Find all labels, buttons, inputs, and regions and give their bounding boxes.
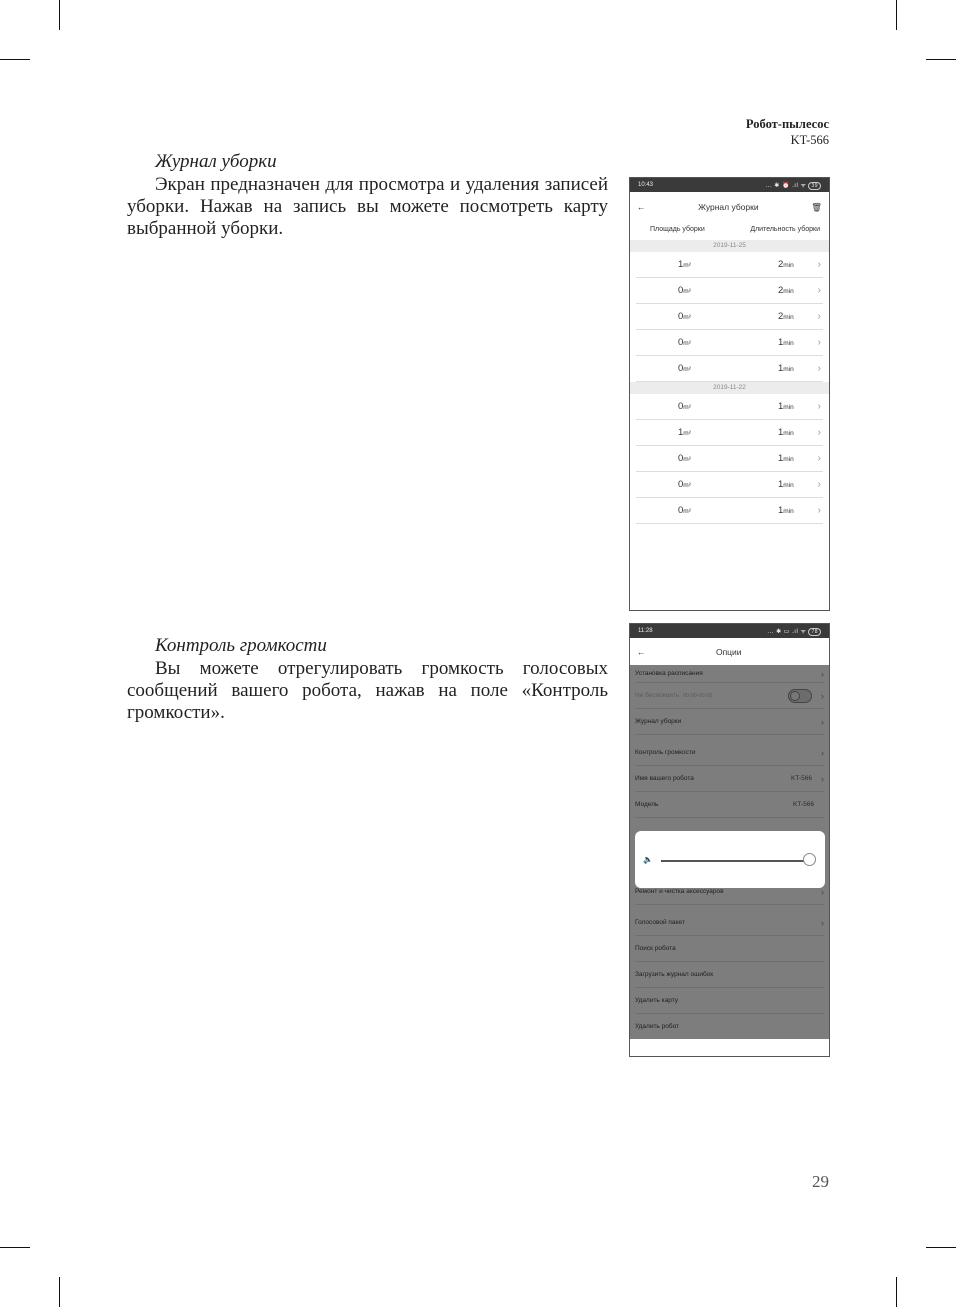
section-title-volume: Контроль громкости [155,635,327,656]
tab-area[interactable]: Площадь уборки [650,226,705,233]
chevron-right-icon: › [817,427,821,438]
option-label: Контроль громкости [635,749,696,756]
area-unit: m² [683,482,691,489]
log-entry[interactable] [636,498,823,524]
duration-value: 1 [778,401,784,412]
chevron-right-icon: › [821,716,824,727]
header-title: Робот-пылесос [745,117,829,131]
duration-unit: min [783,288,794,295]
app-bar [630,638,829,665]
entry-duration [778,311,794,322]
duration-unit: min [783,314,794,321]
option-label: Журнал уборки [635,718,682,725]
area-value: 0 [678,505,684,516]
screen-title: Журнал уборки [698,202,759,212]
area-unit: m² [683,262,691,269]
option-dnd[interactable] [635,683,824,709]
option-value: KT-566 [791,775,812,782]
battery-icon: 78 [808,628,821,636]
entry-duration [778,479,794,490]
crop-mark [926,59,956,60]
area-value: 1 [678,427,684,438]
chevron-right-icon: › [821,917,824,928]
duration-value: 1 [778,453,784,464]
volume-slider-track[interactable] [661,860,809,862]
page-number: 29 [812,1172,829,1191]
tab-duration[interactable]: Длительность уборки [750,226,820,233]
chevron-right-icon: › [821,886,824,897]
duration-unit: min [783,508,794,515]
duration-value: 1 [778,505,784,516]
dnd-time: 00:00-00:00 [682,692,713,699]
log-entry[interactable] [636,356,823,382]
screenshot-options [629,623,830,1057]
chevron-right-icon: › [817,453,821,464]
section-title-log: Журнал уборки [155,151,277,172]
option-label: Установка расписания [635,670,703,677]
area-unit: m² [683,508,691,515]
area-value: 0 [678,401,684,412]
status-time: 10:43 [638,182,654,188]
duration-unit: min [783,262,794,269]
option-label: Поиск робота [635,945,676,952]
log-entry[interactable] [636,330,823,356]
chevron-right-icon: › [817,479,821,490]
chevron-right-icon: › [821,773,824,784]
option-voice-pack[interactable] [635,910,824,936]
option-upload-log[interactable] [635,962,824,988]
status-icons: ... ✱ ▭ .ıl ᯤ [767,628,807,635]
duration-unit: min [783,430,794,437]
duration-value: 1 [778,427,784,438]
trash-icon[interactable]: 🗑 [811,201,822,212]
chevron-right-icon: › [817,311,821,322]
chevron-right-icon: › [817,401,821,412]
date-header: 2019-11-22 [630,382,829,394]
area-value: 0 [678,363,684,374]
option-cleaning-log[interactable] [635,709,824,735]
area-value: 0 [678,337,684,348]
status-bar [630,178,829,192]
section-text-volume: Вы можете отрегулировать громкость голосовых сообщений вашего робота, нажав на поле «Контроль громкости». [127,658,608,723]
entry-area [678,479,691,490]
duration-value: 1 [778,363,784,374]
entry-area [678,505,691,516]
volume-slider-knob[interactable] [803,853,816,866]
entry-area [678,453,691,464]
entry-duration [778,401,794,412]
crop-mark [59,1277,60,1307]
crop-mark [0,1247,30,1248]
area-value: 0 [678,479,684,490]
log-entry[interactable] [636,278,823,304]
log-entry[interactable] [636,420,823,446]
app-bar [630,192,829,222]
log-entry[interactable] [636,304,823,330]
entry-area [678,337,691,348]
option-label: Загрузить журнал ошибок [635,971,714,978]
duration-value: 1 [778,479,784,490]
option-label: Имя вашего робота [635,775,694,782]
entry-duration [778,453,794,464]
crop-mark [59,0,60,30]
chevron-right-icon: › [817,363,821,374]
entry-area [678,259,691,270]
area-value: 0 [678,453,684,464]
option-value: KT-566 [793,801,814,808]
area-value: 0 [678,285,684,296]
entry-duration [778,285,794,296]
section-text-log: Экран предназначен для просмотра и удаления записей уборки. Нажав на запись вы можете посмотреть карту выбранной уборки. [127,174,608,239]
duration-unit: min [783,482,794,489]
area-unit: m² [683,456,691,463]
entry-duration [778,427,794,438]
entry-area [678,401,691,412]
option-volume[interactable] [635,740,824,766]
option-delete-robot[interactable] [635,1014,824,1039]
volume-dialog [635,831,825,888]
crop-mark [0,59,30,60]
chevron-right-icon: › [817,337,821,348]
option-schedule[interactable] [635,665,824,683]
entry-area [678,427,691,438]
area-unit: m² [683,366,691,373]
chevron-right-icon: › [821,668,824,679]
log-entry[interactable] [636,446,823,472]
chevron-right-icon: › [817,285,821,296]
duration-unit: min [783,456,794,463]
running-header [746,116,829,148]
area-value: 0 [678,311,684,322]
duration-value: 2 [778,285,784,296]
entry-duration [778,363,794,374]
crop-mark [896,1277,897,1307]
area-value: 1 [678,259,684,270]
date-header: 2019-11-25 [630,240,829,252]
column-headers [630,222,829,240]
screenshot-cleaning-log [629,177,830,611]
area-unit: m² [683,404,691,411]
area-unit: m² [683,314,691,321]
back-arrow-icon[interactable]: ← [637,646,646,657]
option-delete-map[interactable] [635,988,824,1014]
option-label: Модель [635,801,659,808]
back-arrow-icon[interactable]: ← [637,202,646,212]
option-label: Удалить карту [635,997,678,1004]
option-label: Удалить робот [635,1023,680,1030]
dnd-toggle[interactable] [788,689,812,703]
log-entry[interactable] [636,394,823,420]
area-unit: m² [683,288,691,295]
battery-icon: 39 [808,182,821,190]
chevron-right-icon: › [821,747,824,758]
option-model [635,792,824,818]
header-model: KT-566 [790,133,829,147]
log-entry[interactable] [636,472,823,498]
option-label: Не беспокоить [635,692,680,699]
duration-value: 2 [778,259,784,270]
entry-duration [778,505,794,516]
entry-area [678,363,691,374]
duration-unit: min [783,404,794,411]
duration-unit: min [783,366,794,373]
entry-duration [778,259,794,270]
status-icons: ... ✱ ⏰ .ıl ᯤ [765,182,807,189]
crop-mark [896,0,897,30]
entry-area [678,285,691,296]
chevron-right-icon: › [817,505,821,516]
duration-value: 1 [778,337,784,348]
crop-mark [926,1247,956,1248]
chevron-right-icon: › [821,690,824,701]
status-time: 11:28 [638,628,653,634]
option-label: Голосовой пакет [635,919,685,926]
log-list [630,240,829,524]
log-entry[interactable] [636,252,823,278]
option-label: Ремонт и чистка аксессуаров [635,888,724,895]
status-bar [630,624,829,638]
option-robot-name[interactable] [635,766,824,792]
option-find-robot[interactable] [635,936,824,962]
duration-value: 2 [778,311,784,322]
duration-unit: min [783,340,794,347]
speaker-icon: 🔈 [643,855,653,864]
chevron-right-icon: › [817,259,821,270]
entry-area [678,311,691,322]
screen-title: Опции [715,646,742,657]
area-unit: m² [683,430,691,437]
entry-duration [778,337,794,348]
area-unit: m² [683,340,691,347]
